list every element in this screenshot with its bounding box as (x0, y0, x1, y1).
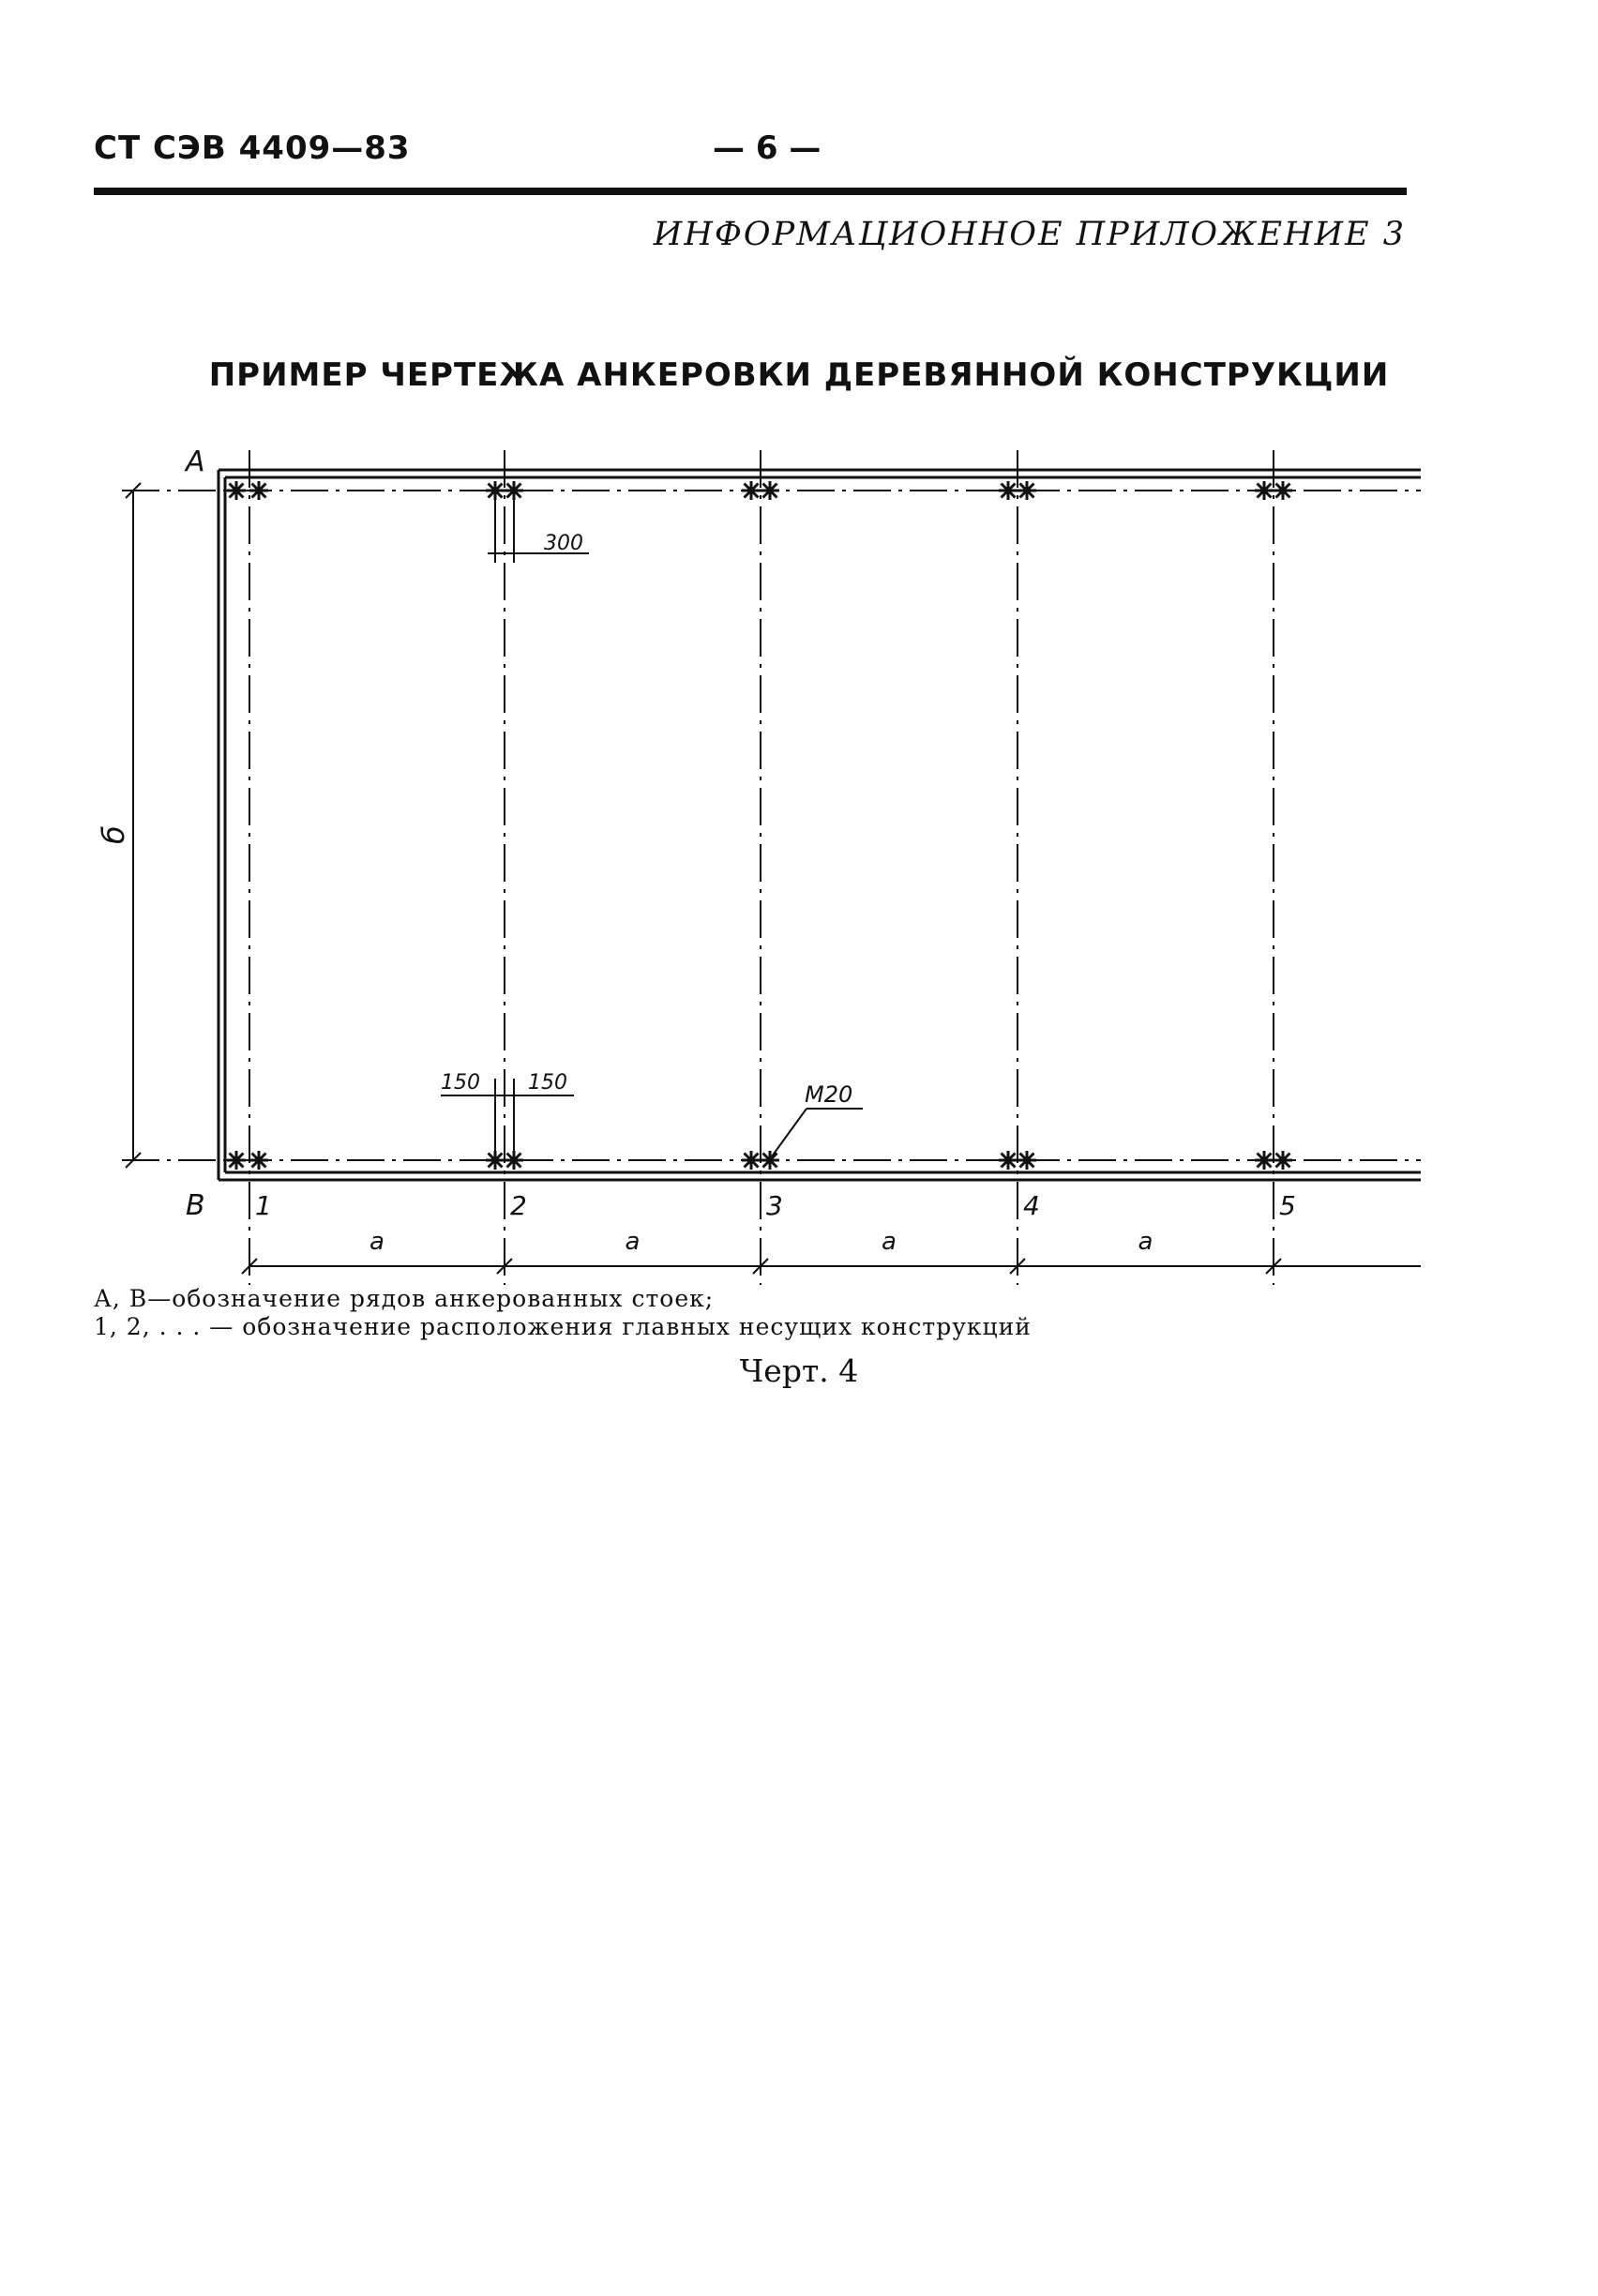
row-label-b: В (186, 1189, 205, 1222)
axis-label: 1 (255, 1190, 272, 1221)
header-rule (94, 188, 1407, 195)
anchor-bolt-icon (1255, 1151, 1274, 1170)
spacing-label: a (369, 1228, 384, 1256)
dim-150-right-label: 150 (528, 1071, 567, 1095)
spacing-label: a (882, 1228, 897, 1256)
legend-line-rows: А, В—обозначение рядов анкерованных стоек; (94, 1285, 715, 1312)
axis-label: 2 (510, 1190, 527, 1221)
anchor-bolt-icon (1274, 481, 1292, 500)
drawing-title: ПРИМЕР ЧЕРТЕЖА АНКЕРОВКИ ДЕРЕВЯННОЙ КОНСТРУКЦИИ (208, 356, 1390, 394)
axis-label: 3 (766, 1190, 783, 1221)
anchor-bolt-icon (742, 1151, 761, 1170)
dim-300-label: 300 (544, 532, 583, 555)
bolt-label: M20 (805, 1081, 853, 1108)
page-number: — 6 — (713, 129, 822, 167)
anchor-bolt-icon (227, 481, 246, 500)
anchor-bolt-icon (761, 1151, 779, 1170)
legend (94, 1285, 1032, 1341)
span-label: б (96, 825, 131, 844)
axis-label: 4 (1023, 1190, 1040, 1221)
dim-150-left-label: 150 (441, 1071, 480, 1095)
spacing-label: a (625, 1228, 641, 1256)
document-code: СТ СЭВ 4409—83 (94, 129, 411, 167)
anchor-bolt-icon (742, 481, 761, 500)
figure-caption: Черт. 4 (739, 1352, 859, 1389)
legend-line-axes: 1, 2, . . . — обозначение расположения главных несущих конструкций (94, 1313, 1032, 1340)
anchor-bolt-icon (1018, 481, 1036, 500)
anchor-bolt-icon (249, 481, 268, 500)
row-label-a: А (186, 446, 205, 478)
anchor-bolt-icon (999, 1151, 1018, 1170)
anchor-bolt-icon (227, 1151, 246, 1170)
anchor-bolt-icon (1255, 481, 1274, 500)
anchor-bolt-icon (761, 481, 779, 500)
anchoring-drawing (0, 413, 1598, 1313)
axis-label: 5 (1279, 1190, 1296, 1221)
anchor-bolt-icon (249, 1151, 268, 1170)
anchor-bolt-icon (999, 481, 1018, 500)
spacing-label: a (1138, 1228, 1153, 1256)
appendix-title: ИНФОРМАЦИОННОЕ ПРИЛОЖЕНИЕ 3 (653, 216, 1406, 253)
anchor-bolt-icon (1274, 1151, 1292, 1170)
anchor-bolt-icon (1018, 1151, 1036, 1170)
